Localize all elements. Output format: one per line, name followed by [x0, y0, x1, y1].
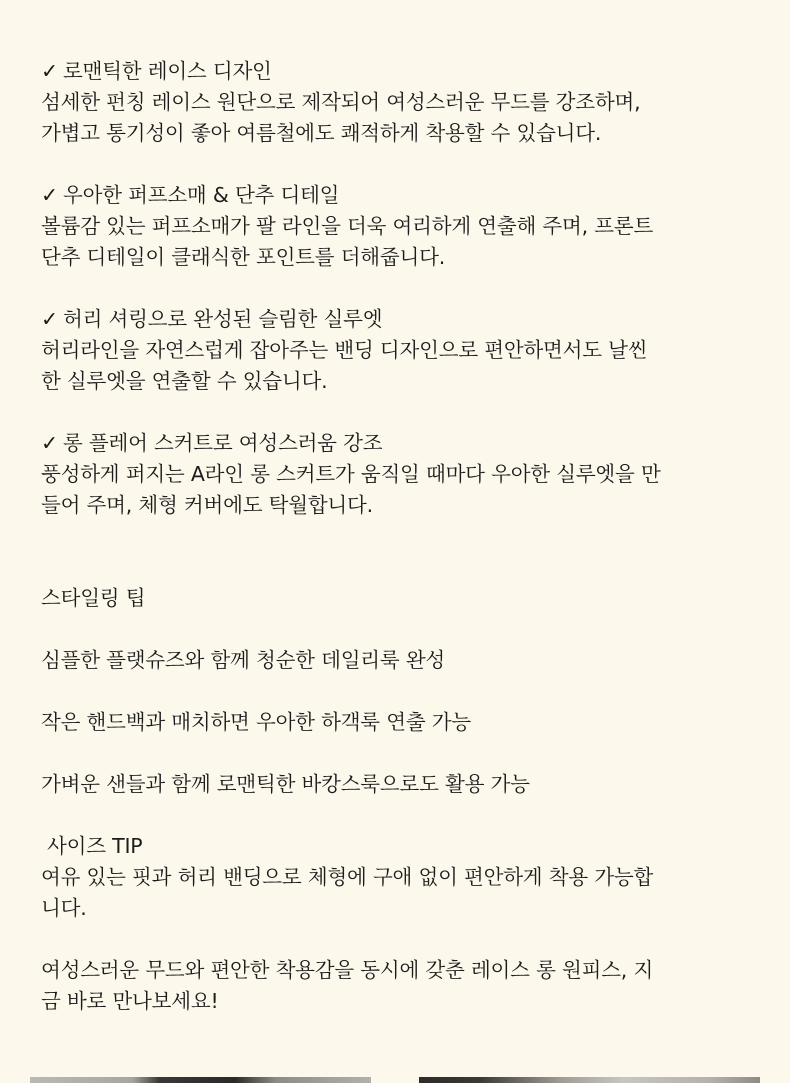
feature-title: [41, 56, 751, 87]
product-photo-left: [30, 1077, 371, 1083]
styling-tip-item: 작은 핸드백과 매치하면 우아한 하객룩 연출 가능: [41, 710, 471, 734]
feature-line: 한 실루엣을 연출할 수 있습니다.: [41, 369, 328, 393]
feature-title: [41, 428, 751, 459]
product-photo-right: [419, 1077, 760, 1083]
styling-tip-item: 가벼운 샌들과 함께 로맨틱한 바캉스룩으로도 활용 가능: [41, 772, 530, 796]
styling-tip-item: 심플한 플랫슈즈와 함께 청순한 데일리룩 완성: [41, 648, 446, 672]
checkmark-icon: ✓: [41, 431, 58, 455]
product-description: [41, 56, 751, 1017]
size-tip-line: 여유 있는 핏과 허리 밴딩으로 체형에 구애 없이 편안하게 착용 가능합: [41, 865, 654, 889]
feature-line: 볼륨감 있는 퍼프소매가 팔 라인을 더욱 여리하게 연출해 주며, 프론트: [41, 214, 654, 238]
feature-line: 풍성하게 퍼지는 A라인 롱 스커트가 움직일 때마다 우아한 실루엣을 만: [41, 462, 661, 486]
feature-line: 가볍고 통기성이 좋아 여름철에도 쾌적하게 착용할 수 있습니다.: [41, 121, 602, 145]
feature-line: 섬세한 펀칭 레이스 원단으로 제작되어 여성스러운 무드를 강조하며,: [41, 90, 641, 114]
closing-line: 여성스러운 무드와 편안한 착용감을 동시에 갖춘 레이스 롱 원피스, 지: [41, 958, 654, 982]
styling-title: 스타일링 팁: [41, 586, 146, 610]
closing-message: [41, 955, 751, 1017]
size-tip: [41, 831, 751, 924]
checkmark-icon: ✓: [41, 307, 58, 331]
feature-flare-skirt: [41, 428, 751, 521]
feature-title: [41, 180, 751, 211]
feature-waist-shirring: [41, 304, 751, 397]
checkmark-icon: ✓: [41, 183, 58, 207]
closing-line: 금 바로 만나보세요!: [41, 989, 219, 1013]
styling-tips: [41, 583, 751, 800]
feature-title: [41, 304, 751, 335]
feature-line: 들어 주며, 체형 커버에도 탁월합니다.: [41, 493, 373, 517]
feature-lace-design: [41, 56, 751, 149]
feature-line: 단추 디테일이 클래식한 포인트를 더해줍니다.: [41, 245, 446, 269]
feature-line: 허리라인을 자연스럽게 잡아주는 밴딩 디자인으로 편안하면서도 날씬: [41, 338, 648, 362]
feature-puff-sleeve: [41, 180, 751, 273]
feature-title-text: 우아한 퍼프소매 & 단추 디테일: [63, 183, 340, 207]
feature-title-text: 롱 플레어 스커트로 여성스러움 강조: [63, 431, 383, 455]
checkmark-icon: ✓: [41, 59, 58, 83]
feature-title-text: 허리 셔링으로 완성된 슬림한 실루엣: [63, 307, 383, 331]
size-tip-title: 사이즈 TIP: [47, 834, 143, 858]
feature-title-text: 로맨틱한 레이스 디자인: [63, 59, 272, 83]
size-tip-line: 니다.: [41, 896, 87, 920]
